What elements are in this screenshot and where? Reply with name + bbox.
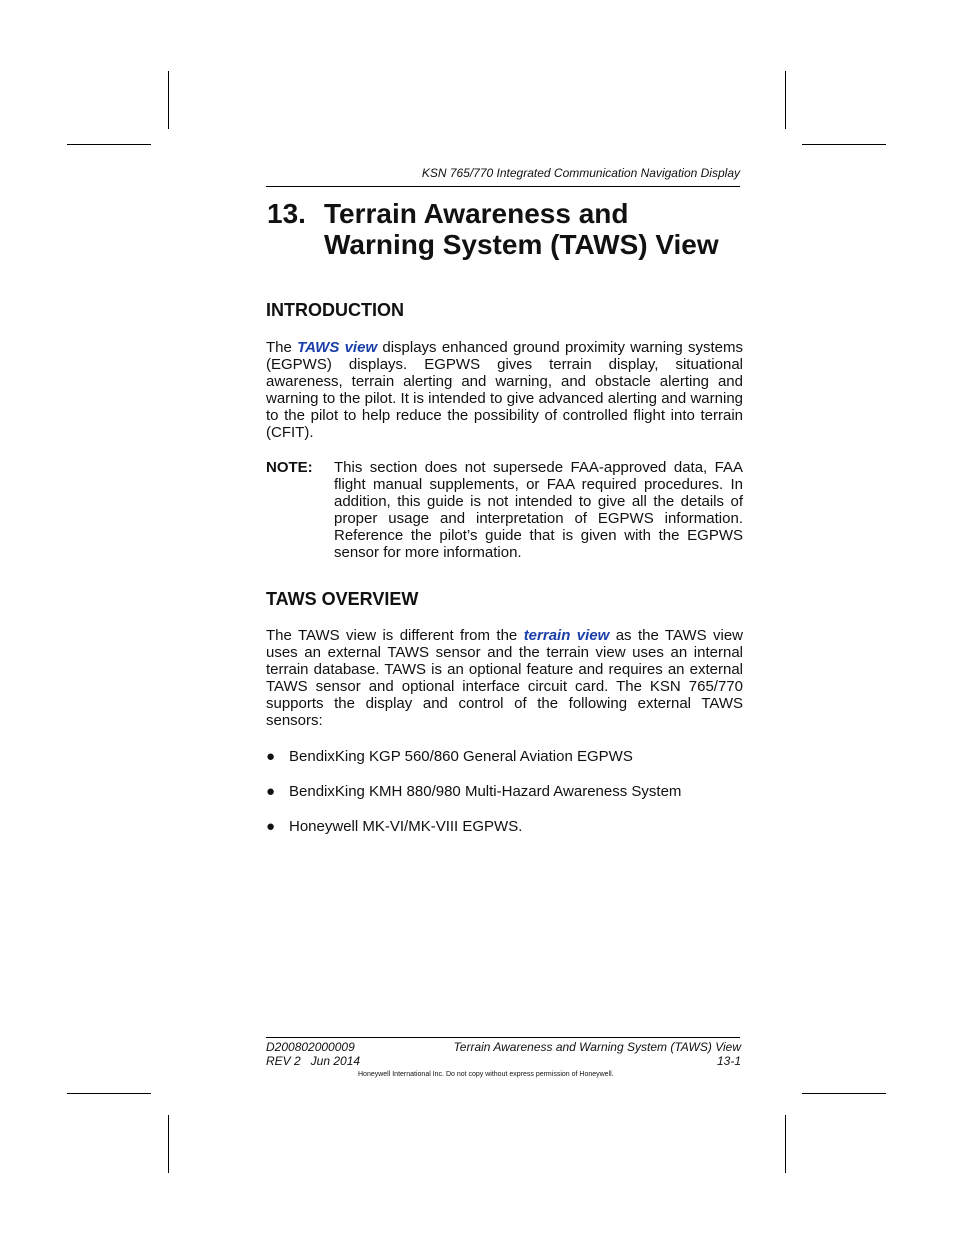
crop-mark-bottom-left-horizontal <box>67 1093 151 1094</box>
overview-text-prefix: The TAWS view is different from the <box>266 627 524 644</box>
list-item <box>266 818 522 835</box>
footer-left <box>266 1040 360 1068</box>
bullet-icon: ● <box>266 818 276 835</box>
chapter-number: 13. <box>267 198 306 229</box>
list-item <box>266 748 633 765</box>
footer-section-title: Terrain Awareness and Warning System (TAWS) View <box>453 1040 741 1054</box>
list-item-text: BendixKing KGP 560/860 General Aviation EGPWS <box>289 748 633 765</box>
crop-mark-top-right-horizontal <box>802 144 886 145</box>
crop-mark-bottom-right-vertical <box>785 1115 786 1173</box>
note-label: NOTE: <box>266 459 313 476</box>
taws-overview-heading: TAWS OVERVIEW <box>266 589 419 609</box>
crop-mark-top-left-horizontal <box>67 144 151 145</box>
crop-mark-top-right-vertical <box>785 71 786 129</box>
crop-mark-bottom-left-vertical <box>168 1115 169 1173</box>
chapter-title-line2: Warning System (TAWS) View <box>324 229 719 260</box>
taws-view-link[interactable]: TAWS view <box>297 339 378 356</box>
note-text: This section does not supersede FAA‑approved data, FAA flight manual supplements, or FAA required procedures. In addition, this guide is not intended to give all the details of proper usage and interpretation of EGPWS information. Reference the pilot’s guide that is given with the EGPWS sensor for more information. <box>334 459 743 561</box>
header-rule <box>266 186 740 187</box>
copyright-notice: Honeywell International Inc. Do not copy without express permission of Honeywell. <box>358 1071 614 1078</box>
bullet-icon: ● <box>266 783 276 800</box>
overview-text-rest: as the TAWS view uses an external TAWS sensor and the terrain view uses an internal terrain database. TAWS is an optional feature and requires an external TAWS sensor and optional interface circuit card. The KSN 765/770 supports the display and control of the following external TAWS sensors: <box>266 627 744 729</box>
introduction-paragraph <box>266 339 743 441</box>
intro-text-rest: displays enhanced ground proximity warning systems (EGPWS) displays. EGPWS gives terrain display, situational awareness, terrain alerting and warning, and obstacle alerting and warning to the pilot. It is intended to give advanced alerting and warning to the pilot to help reduce the possibility of controlled flight into terrain (CFIT). <box>266 339 744 441</box>
list-item <box>266 783 681 800</box>
running-header: KSN 765/770 Integrated Communication Navigation Display <box>421 166 740 180</box>
intro-text-prefix: The <box>266 339 298 356</box>
revision: REV 2 Jun 2014 <box>266 1054 361 1068</box>
terrain-view-link[interactable]: terrain view <box>523 627 610 644</box>
list-item-text: BendixKing KMH 880/980 Multi‑Hazard Awareness System <box>289 783 682 800</box>
introduction-heading: INTRODUCTION <box>266 300 404 320</box>
list-item-text: Honeywell MK‑VI/MK‑VIII EGPWS. <box>289 818 523 835</box>
bullet-icon: ● <box>266 748 276 765</box>
doc-number: D200802000009 <box>266 1040 355 1054</box>
crop-mark-top-left-vertical <box>168 71 169 129</box>
page-number: 13-1 <box>716 1054 741 1068</box>
crop-mark-bottom-right-horizontal <box>802 1093 886 1094</box>
taws-overview-paragraph <box>266 627 743 729</box>
footer-rule <box>266 1037 740 1038</box>
footer-right <box>454 1040 741 1068</box>
chapter-title-line1: Terrain Awareness and <box>324 198 629 229</box>
